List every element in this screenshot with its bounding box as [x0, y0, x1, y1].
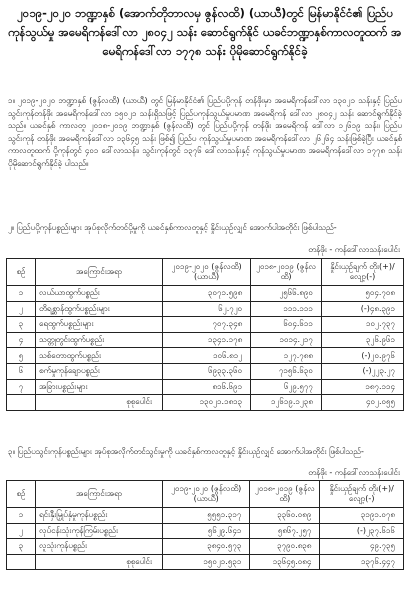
table-row: [7, 508, 404, 524]
col-header-current: ၂၀၁၉-၂၀၂၀ (ဇွန်လထိ)(ယာယီ): [163, 481, 250, 508]
col-header-diff: နှိုင်းယှဉ်ချက် တိုး(+)/လျော့(-): [320, 481, 404, 508]
table-total-row: [7, 554, 404, 570]
table-row: [7, 523, 404, 539]
row-diff: (-)၄၈.၃၉၁: [321, 301, 403, 317]
row-current: ၁၃၄၁.၁၇၈: [163, 332, 251, 348]
row-previous: ၃၇၉၀.၈၃၈: [250, 539, 320, 555]
row-previous: ၁၂၇.၇၈၈: [251, 348, 322, 364]
row-previous: ၅၈၆၇.၂၅၇: [250, 523, 320, 539]
row-item: ရင်းနှီးမြှုပ်နှံမှုကုန်ပစ္စည်း: [36, 508, 163, 524]
export-table: [6, 258, 404, 411]
row-item: လယ်ယာထွက်ပစ္စည်း: [36, 286, 163, 302]
row-diff: (-)၂၃၇.၆၁၆: [320, 523, 404, 539]
row-diff: ၃၂၆.၉၆၁: [321, 332, 403, 348]
row-number: ၁: [7, 286, 36, 302]
total-blank: [7, 395, 36, 411]
total-current: ၁၃၀၂၁.၁၈၁၃: [163, 395, 251, 411]
row-previous: ၂၅၆၆.၈၉၀: [251, 286, 322, 302]
row-previous: ၃၃၆၀.၀၈၉: [250, 508, 320, 524]
row-current: ၆၂.၇၂၀: [163, 301, 251, 317]
col-header-current: ၂၀၁၉-၂၀၂၀ (ဇွန်လထိ)(ယာယီ): [163, 259, 251, 286]
paragraph-1: ၁။ ၂၀၁၉-၂၀၂၀ ဘဏ္ဍာနှစ် (ဇွန်လထိ) (ယာယီ) တွင် မြန်မာနိုင်ငံ၏ ပြည်ပပို့ကုန် တန်ဖိုးမှာ အမေရိကန်ဒေါ်လာ ၁၃၀၂၁ သန်းနှင့် ပြည်ပသွင်းကုန်တန်ဖိုး အမေရိကန်ဒေါ်လာ ၁၅၀၂၁ သန်းရှိသဖြင့် ပြည်ပကုန်သွယ်မှုပမာဏ အမေရိကန် ဒေါ်လာ ၂၈၀၄၂ သန်း ဆောင်ရွက်နိုင်ခဲ့သည်။ ယခင်နှစ် ကာလတူ ၂၀၁၈-၂၀၁၉ ဘဏ္ဍာနှစ် (ဇွန်လထိ) တွင် ပြည်ပပို့ကုန် တန်ဖိုး အမေရိကန် ဒေါ်လာ ၁၂၆၁၉ သန်း၊ ပြည်ပသွင်းကုန် တန်ဖိုး အမေရိကန်ဒေါ်လာ ၁၃၆၄၅ သန်း ဖြစ်၍ ပြည်ပ ကုန်သွယ်မှုပမာဏ အမေရိကန်ဒေါ်လာ ၂၆၂၆၄ သန်းဖြစ်ခဲ့ပြီး ယခင်နှစ်ကာလတူထက် ပို့ကုန်တွင် ၄၀၁ ဒေါ်လာသန်း၊ သွင်းကုန်တွင် ၁၃၇၆ ဒေါ်လာသန်းနှင့် ကုန်သွယ်မှုပမာဏ အမေရိကန်ဒေါ်လာ ၁၇၇၈ သန်း ပိုမိုဆောင်ရွက်နိုင်ခဲ့ ပါသည်။: [8, 96, 402, 168]
table-row: [7, 539, 404, 555]
col-header-no: စဉ်: [7, 481, 36, 508]
import-table: [6, 480, 404, 570]
row-diff: (-)၂၀.၉၇၆: [321, 348, 403, 364]
row-previous: ၁၁၁.၁၁၁: [251, 301, 322, 317]
page-title: ၂၀၁၉-၂၀၂၀ ဘဏ္ဍာနှစ် (အောက်တိုဘာလမှ ဇွန်လထိ) (ယာယီ)တွင် မြန်မာနိုင်ငံ၏ ပြည်ပကုန်သွယ်မှု အမေရိကန်ဒေါ်လာ ၂၈၀၄၂ သန်း ဆောင်ရွက်နိုင် ယခင်ဘဏ္ဍာနှစ်ကာလတူထက် အမေရိကန်ဒေါ်လာ ၁၇၇၈ သန်း ပိုမိုဆောင်ရွက်နိုင်ခဲ့: [8, 6, 402, 58]
row-number: ၃: [7, 539, 36, 555]
row-diff: ၃၁၉၁.၀၇၈: [320, 508, 404, 524]
table-total-row: [7, 395, 404, 411]
row-number: ၁: [7, 508, 36, 524]
total-label: စုစုပေါင်း: [36, 554, 163, 570]
row-item: တိရစ္ဆာန်ထွက်ပစ္စည်းများ: [36, 301, 163, 317]
row-number: ၂: [7, 301, 36, 317]
row-number: ၃: [7, 317, 36, 333]
row-item: လူသုံးကုန်ပစ္စည်း: [36, 539, 163, 555]
col-header-previous: ၂၀၁၈-၂၀၁၉ (ဇွန်လထိ): [251, 259, 322, 286]
row-current: ၈၁၆.၆၉၁: [163, 379, 251, 395]
unit-label-exports: တန်ဖိုး - ကန်ဒေါ်လာသန်းပေါင်း: [308, 245, 400, 254]
col-header-item: အကြောင်းအရာ: [36, 259, 163, 286]
row-diff: ၄၉.၇၃၅: [320, 539, 404, 555]
row-item: စက်မှုကုန်ချောပစ္စည်း: [36, 363, 163, 379]
row-number: ၄: [7, 332, 36, 348]
table-header-row: [7, 259, 404, 286]
col-header-no: စဉ်: [7, 259, 36, 286]
col-header-item: အကြောင်းအရာ: [36, 481, 163, 508]
row-number: ၂: [7, 523, 36, 539]
total-blank: [7, 554, 36, 570]
row-number: ၆: [7, 363, 36, 379]
row-current: ၃၀၇၁.၅၉၈: [163, 286, 251, 302]
table-row: [7, 379, 404, 395]
table-row: [7, 317, 404, 333]
row-previous: ၆၂၉.၅၇၇: [251, 379, 322, 395]
total-current: ၁၅၀၂၁.၅၃၁: [163, 554, 250, 570]
row-item: အခြားပစ္စည်းများ: [36, 379, 163, 395]
row-previous: ၁၀၁၄.၂၁၇: [251, 332, 322, 348]
row-diff: ၅၀၄.၇၀၈: [321, 286, 403, 302]
total-diff: ၄၀၂.၀၅၅: [321, 395, 403, 411]
total-label: စုစုပေါင်း: [36, 395, 163, 411]
row-item: သစ်တောထွက်ပစ္စည်း: [36, 348, 163, 364]
row-current: ၅၆၂၉.၆၄၁: [163, 523, 250, 539]
total-previous: ၁၂၆၁၉.၁၂၃၈: [251, 395, 322, 411]
row-number: ၅: [7, 348, 36, 364]
row-current: ၇၀၇.၃၄၈: [163, 317, 251, 333]
table-row: [7, 286, 404, 302]
row-item: လုပ်ငန်းသုံးကုန်ကြမ်းပစ္စည်း: [36, 523, 163, 539]
table-row: [7, 348, 404, 364]
paragraph-3: ၃။ ပြည်ပသွင်းကုန်ပစ္စည်းများ အုပ်စုအလိုက်တင်သွင်းမှုကို ယခင်နှစ်ကာလတူနှင့် နှိုင်းယှဉ်လျှင် အောက်ပါအတိုင်း ဖြစ်ပါသည်-: [8, 447, 364, 456]
row-current: ၁၀၆.၈၁၂: [163, 348, 251, 364]
row-current: ၅၅၅၁.၃၁၇: [163, 508, 250, 524]
row-previous: ၆၀၄.၆၁၁: [251, 317, 322, 333]
paragraph-2: ၂။ ပြည်ပပို့ကုန်ပစ္စည်းများ အုပ်စုလိုက်တင်ပို့မှုကို ယခင်နှစ်ကာလတူနှင့် နှိုင်းယှဉ်လျှင် အောက်ပါအတိုင်း ဖြစ်ပါသည်-: [8, 223, 337, 232]
col-header-previous: ၂၀၁၈-၂၀၁၉ (ဇွန်လထိ): [250, 481, 320, 508]
row-number: ၇: [7, 379, 36, 395]
unit-label-imports: တန်ဖိုး - ကန်ဒေါ်လာသန်းပေါင်း: [308, 468, 400, 477]
table-header-row: [7, 481, 404, 508]
table-row: [7, 332, 404, 348]
total-previous: ၁၃၆၄၅.၀၈၄: [250, 554, 320, 570]
row-diff: (-)၂၂၃.၂၇: [321, 363, 403, 379]
row-current: ၃၈၄၀.၅၇၃: [163, 539, 250, 555]
row-item: ရေထွက်ပစ္စည်းများ: [36, 317, 163, 333]
table-row: [7, 301, 404, 317]
table-row: [7, 363, 404, 379]
total-diff: ၁၃၇၆.၄၄၇: [320, 554, 404, 570]
col-header-diff: နှိုင်းယှဉ်ချက် တိုး(+)/လျော့(-): [321, 259, 403, 286]
row-diff: ၁၀၂.၇၃၇: [321, 317, 403, 333]
row-item: သတ္တုတွင်းထွက်ပစ္စည်း: [36, 332, 163, 348]
row-previous: ၇၁၅၆.၆၃၀: [251, 363, 322, 379]
row-diff: ၁၈၇.၁၁၄: [321, 379, 403, 395]
row-current: ၆၉၃၃.၃၆၀: [163, 363, 251, 379]
